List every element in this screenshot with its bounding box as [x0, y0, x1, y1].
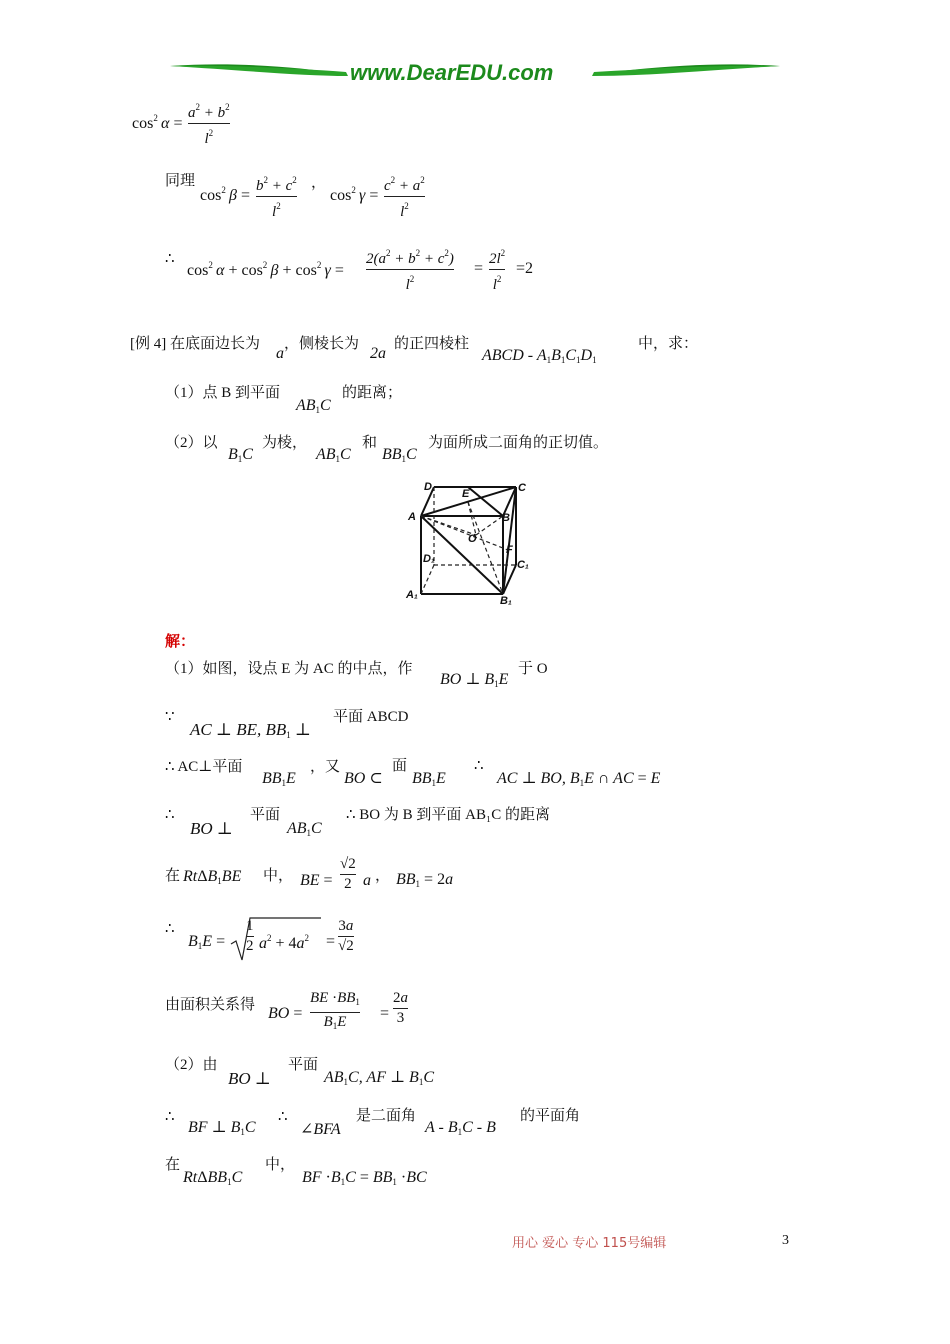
fraction-c2a2-l2: $c^2 + a^2$ $l^2$ — [384, 175, 425, 220]
formula-cos-gamma: $\cos^2 \gamma$ = — [330, 185, 379, 204]
fraction-sum-over-l2: $2(a^2 + b^2 + c^2)$ $l^2$ — [366, 248, 454, 293]
label-B: B — [502, 512, 510, 524]
label-D: D — [424, 481, 432, 493]
plane-bb1e: $BB_1E$ — [262, 770, 296, 788]
fraction-2l2-l2: $2l^2$ $l^2$ — [489, 248, 506, 293]
plane-bb1e-2: $BB_1E$ — [412, 770, 446, 788]
triangle-b1be: RtΔB$_1$BE — [183, 868, 242, 886]
example-text: ，侧棱长为 — [284, 336, 360, 352]
equals: = — [474, 260, 484, 277]
formula-bo-subset: BO ⊂ — [344, 770, 383, 787]
fraction-one-half: 1 2 — [246, 918, 254, 954]
fraction-sqrt2-2: √2 2 — [340, 856, 356, 892]
text-plane-angle: 的平面角 — [520, 1108, 581, 1124]
equals-2: = — [326, 933, 336, 950]
formula-bf-perp: BF ⊥ $B_1C$ — [188, 1119, 256, 1137]
text-in-2: 在 — [165, 1157, 181, 1173]
solution-label: 解： — [165, 634, 196, 650]
comma-2: ， — [375, 868, 391, 884]
fraction-3a-sqrt2: 3a √2 — [338, 918, 354, 954]
therefore-symbol-2: ∴ — [474, 758, 484, 774]
formula-bo-perp: BO ⊥ — [190, 819, 233, 838]
solution-line-8: （2）由 — [165, 1057, 218, 1073]
text-plane-2: 平面 — [288, 1057, 319, 1073]
label-A: A — [408, 511, 416, 523]
text-face: 面 — [392, 758, 408, 774]
therefore-symbol-5: ∴ — [165, 1109, 175, 1125]
label-D1: D₁ — [423, 553, 435, 565]
therefore-symbol-4: ∴ — [165, 921, 175, 937]
formula-cos-sum: $\cos^2 \alpha + \cos^2 \beta + \cos^2 \gamma$ = — [187, 260, 344, 279]
label-A1: A₁ — [406, 589, 418, 601]
question-1: （1）点 B 到平面 — [165, 385, 281, 401]
dihedral-name: A - $B_1C$ - B — [425, 1119, 496, 1137]
formula-bo-perp-b1e: BO ⊥ $B_1E$ — [440, 671, 509, 689]
equals-3: = — [380, 1005, 390, 1022]
formula-bo-perp-2: BO ⊥ — [228, 1069, 271, 1088]
solution-line-3-mid: ，又 — [310, 759, 341, 775]
therefore-symbol-6: ∴ — [278, 1109, 288, 1125]
example-text-2: 的正四棱柱 — [394, 336, 470, 352]
text-in: 在 — [165, 868, 181, 884]
therefore-symbol-3: ∴ — [165, 807, 175, 823]
solution-line-3: ∴ AC⊥平面 — [165, 759, 243, 775]
label-E: E — [462, 488, 470, 500]
fraction-b2c2-l2: $b^2 + c^2$ $l^2$ — [256, 175, 297, 220]
example-label: [例 4] 在底面边长为 — [130, 336, 260, 352]
solution-line-7: 由面积关系得 — [165, 997, 256, 1013]
edge-b1c: $B_1C$ — [228, 446, 253, 464]
page-number: 3 — [782, 1233, 789, 1248]
formula-bo: BO = — [268, 1005, 303, 1022]
var-a-2: a — [363, 872, 371, 889]
text-zhong: 中， — [263, 868, 294, 884]
plane-ab1c: $AB_1C$ — [296, 397, 331, 415]
formula-ac-perp: AC ⊥ BE, $BB_1$ ⊥ — [190, 720, 312, 740]
formula-area: BF $\cdot B_1C = BB_1 \cdot BC$ — [302, 1169, 427, 1187]
question-2: （2）以 — [165, 435, 218, 451]
comma: ， — [311, 175, 327, 191]
formula-b1e: $B_1E$ = — [188, 933, 226, 951]
fraction-2a-3: 2a 3 — [393, 990, 408, 1026]
text-tongli: 同理 — [165, 173, 196, 189]
label-C1: C₁ — [517, 559, 529, 571]
question-2-mid: 为棱， — [262, 435, 308, 451]
solution-line-2-end: 平面 ABCD — [333, 709, 409, 725]
solution-line-1-end: 于 O — [518, 661, 548, 677]
text-plane: 平面 — [250, 807, 281, 823]
triangle-bb1c: RtΔBB$_1$C — [183, 1169, 243, 1187]
question-1-end: 的距离； — [342, 385, 403, 401]
fraction-be-bb1-b1e: BE $\cdot BB_1$ $B_1E$ — [310, 990, 360, 1031]
prism-figure — [404, 478, 534, 606]
text-dihedral: 是二面角 — [356, 1108, 417, 1124]
angle-bfa: ∠BFA — [300, 1121, 341, 1138]
text-zhong-2: 中， — [265, 1157, 296, 1173]
formula-bb1: $BB_1 = 2a$ — [396, 871, 454, 889]
site-logo-text: www.DearEDU.com — [350, 60, 554, 85]
formula-cos-alpha: $\cos^2 \alpha$ = — [132, 113, 183, 132]
label-C: C — [518, 482, 526, 494]
label-O: O — [468, 533, 477, 545]
face-bb1c: $BB_1C$ — [382, 446, 417, 464]
formula-radicand: $a^2 + 4a^2$ — [259, 933, 310, 952]
because-symbol: ∵ — [165, 709, 175, 725]
prism-name: ABCD - $A_1B_1C_1D_1$ — [482, 347, 597, 365]
plane-ab1c-2: $AB_1C$ — [287, 820, 322, 838]
formula-ab1c-af: $AB_1C$, AF ⊥ $B_1C$ — [324, 1069, 434, 1087]
fraction-a2b2-l2: $a^2 + b^2$ $l^2$ — [188, 102, 230, 147]
solution-line-4-end: ∴ BO 为 B 到平面 AB₁C 的距离 — [346, 807, 550, 823]
label-B1: B₁ — [500, 595, 512, 606]
question-2-and: 和 — [362, 435, 378, 451]
question-2-end: 为面所成二面角的正切值。 — [428, 435, 609, 451]
therefore-symbol: ∴ — [165, 251, 175, 267]
solution-line-1: （1）如图，设点 E 为 AC 的中点，作 — [165, 661, 413, 677]
label-F: F — [506, 544, 513, 556]
footer-text: 用心 爱心 专心 115号编辑 — [512, 1236, 667, 1251]
face-ab1c: $AB_1C$ — [316, 446, 351, 464]
var-2a: 2a — [370, 345, 386, 362]
result-2: =2 — [516, 260, 534, 277]
formula-cos-beta: $\cos^2 \beta$ = — [200, 185, 251, 204]
formula-be: BE = — [300, 872, 333, 889]
formula-ac-perp-bo: AC ⊥ BO, $B_1E$ ∩ AC = E — [497, 770, 661, 788]
var-a: a — [276, 345, 284, 362]
example-end: 中，求： — [638, 336, 699, 352]
